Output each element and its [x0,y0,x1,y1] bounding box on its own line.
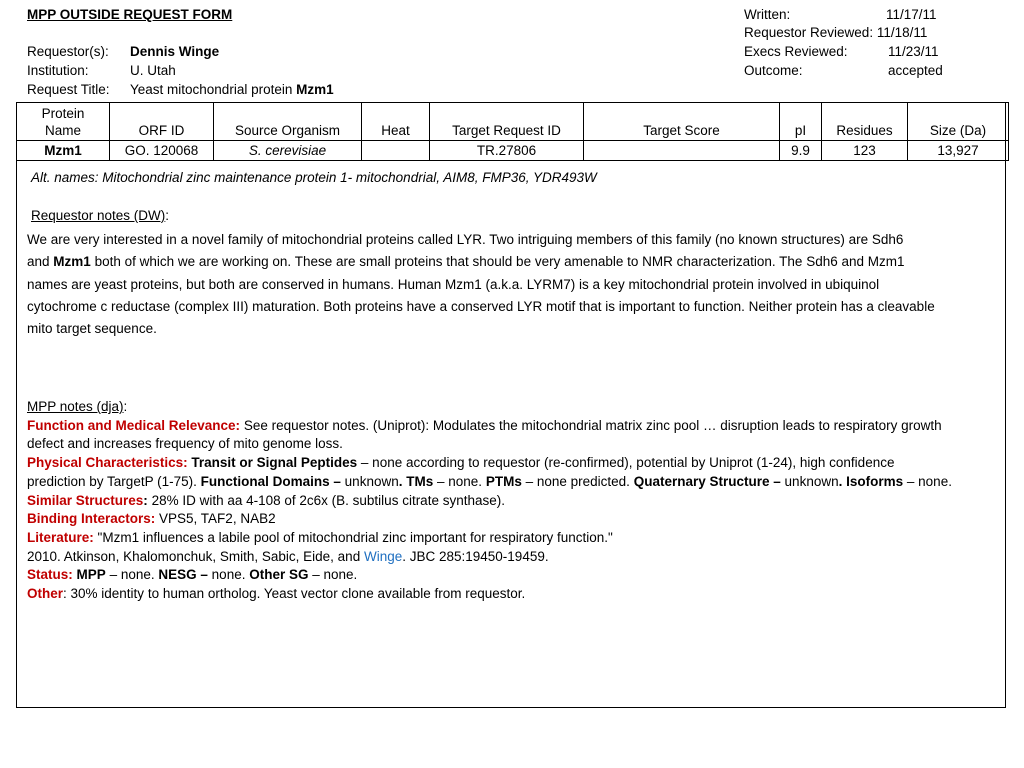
form-title: MPP OUTSIDE REQUEST FORM [27,7,233,22]
requestor-reviewed: Requestor Reviewed: 11/18/11 [744,25,928,40]
request-title-value: Yeast mitochondrial protein Mzm1 [130,82,334,97]
cell-source-organism: S. cerevisiae [214,141,362,161]
alt-names: Alt. names: Mitochondrial zinc maintenance protein 1- mitochondrial, AIM8, FMP36, YDR493W [31,170,597,185]
execs-reviewed-label: Execs Reviewed: [744,44,848,59]
written-value: 11/17/11 [886,7,937,22]
cell-heat [362,141,430,161]
institution-label: Institution: [27,63,89,78]
requestors-value: Dennis Winge [130,44,220,59]
institution-value: U. Utah [130,63,176,78]
binding-line: Binding Interactors: VPS5, TAF2, NAB2 [27,511,276,527]
cell-size: 13,927 [908,141,1009,161]
col-header-target-request-id: Target Request ID [430,103,584,141]
protein-table [16,102,1009,161]
col-header-pi: pI [780,103,822,141]
col-header-protein-name: Protein Name [17,103,110,141]
col-header-size: Size (Da) [908,103,1009,141]
outcome-value: accepted [888,63,943,78]
requestor-notes-body: We are very interested in a novel family of mitochondrial proteins called LYR. Two intriguing members of this family (no known structures) are Sdh6 and Mzm1 both of which we are working on. These are small proteins that should be very amenable to NMR characterization. The Sdh6 and Mzm1 names are yeast proteins, but both are conserved in humans. Human Mzm1 (a.k.a. LYRM7) is a key mitochondrial protein involved in ubiquinol cytochrome c reductase (complex III) maturation. Both proteins have a conserved LYR motif that is important to function. Neither protein has a cleavable mito target sequence. [27,232,935,337]
requestors-label: Requestor(s): [27,44,109,59]
col-header-orf-id: ORF ID [110,103,214,141]
outcome-label: Outcome: [744,63,803,78]
literature-line: Literature: "Mzm1 influences a labile pool of mitochondrial zinc important for respiratory function." [27,529,613,545]
citation-line: 2010. Atkinson, Khalomonchuk, Smith, Sabic, Eide, and Winge. JBC 285:19450-19459. [27,548,549,564]
cell-pi: 9.9 [780,141,822,161]
prediction-line: prediction by TargetP (1-75). Functional Domains – unknown. TMs – none. PTMs – none predicted. Quaternary Structure – unknown. Isoforms – none. [27,473,952,489]
cell-target-score [584,141,780,161]
citation-author-link: Winge [363,548,403,564]
table-header-row [17,103,1009,141]
col-header-heat: Heat [362,103,430,141]
written-label: Written: [744,7,791,22]
col-header-source-organism: Source Organism [214,103,362,141]
mpp-notes: MPP notes (dja): Function and Medical Relevance: See requestor notes. (Uniprot): Modulates the mitochondrial matrix zinc pool … disruption leads to respiratory growth defect and increases frequency of mito genome loss. Physical Characteristics: Transit or Signal Peptides – none according to requestor (re-confirmed), potential by Uniprot (1-24), high confidence prediction by TargetP (1-75). Functional Domains – unknown. TMs – none. PTMs – none predicted. Quaternary Structure – unknown. Isoforms – none. Similar Structures: 28% ID with aa 4-108 of 2c6x (B. subtilus citrate synthase). Binding Interactors: VPS5, TAF2, NAB2 Literature: "Mzm1 influences a labile pool of mitochondrial zinc important for respiratory function." 2010. Atkinson, Khalomonchuk, Smith, Sabic, Eide, and Winge. JBC 285:19450-19459. Status: MPP – none. NESG – none. Other SG – none. Other: 30% identity to human ortholog. Yeast vector clone available from requestor. [27,398,952,604]
similar-line: Similar Structures: 28% ID with aa 4-108 of 2c6x (B. subtilus citrate synthase). [27,492,505,508]
table-row [17,141,1009,161]
request-title-protein: Mzm1 [296,82,334,97]
cell-orf-id: GO. 120068 [110,141,214,161]
requestor-notes-heading: Requestor notes (DW): [31,208,170,223]
physical-line: Physical Characteristics: Transit or Signal Peptides – none according to requestor (re-confirmed), potential by Uniprot (1-24), high confidence [27,455,895,471]
request-title-label: Request Title: [27,82,110,97]
cell-target-request-id: TR.27806 [430,141,584,161]
cell-protein-name: Mzm1 [17,141,110,161]
mpp-notes-heading: MPP notes (dja): [27,399,128,414]
cell-residues: 123 [822,141,908,161]
other-line: Other: 30% identity to human ortholog. Yeast vector clone available from requestor. [27,586,526,602]
status-line: Status: MPP – none. NESG – none. Other SG – none. [27,567,358,583]
col-header-residues: Residues [822,103,908,141]
execs-reviewed-value: 11/23/11 [888,44,939,59]
col-header-target-score: Target Score [584,103,780,141]
function-line: Function and Medical Relevance: See requestor notes. (Uniprot): Modulates the mitochondrial matrix zinc pool … disruption leads to respiratory growth [27,417,942,433]
